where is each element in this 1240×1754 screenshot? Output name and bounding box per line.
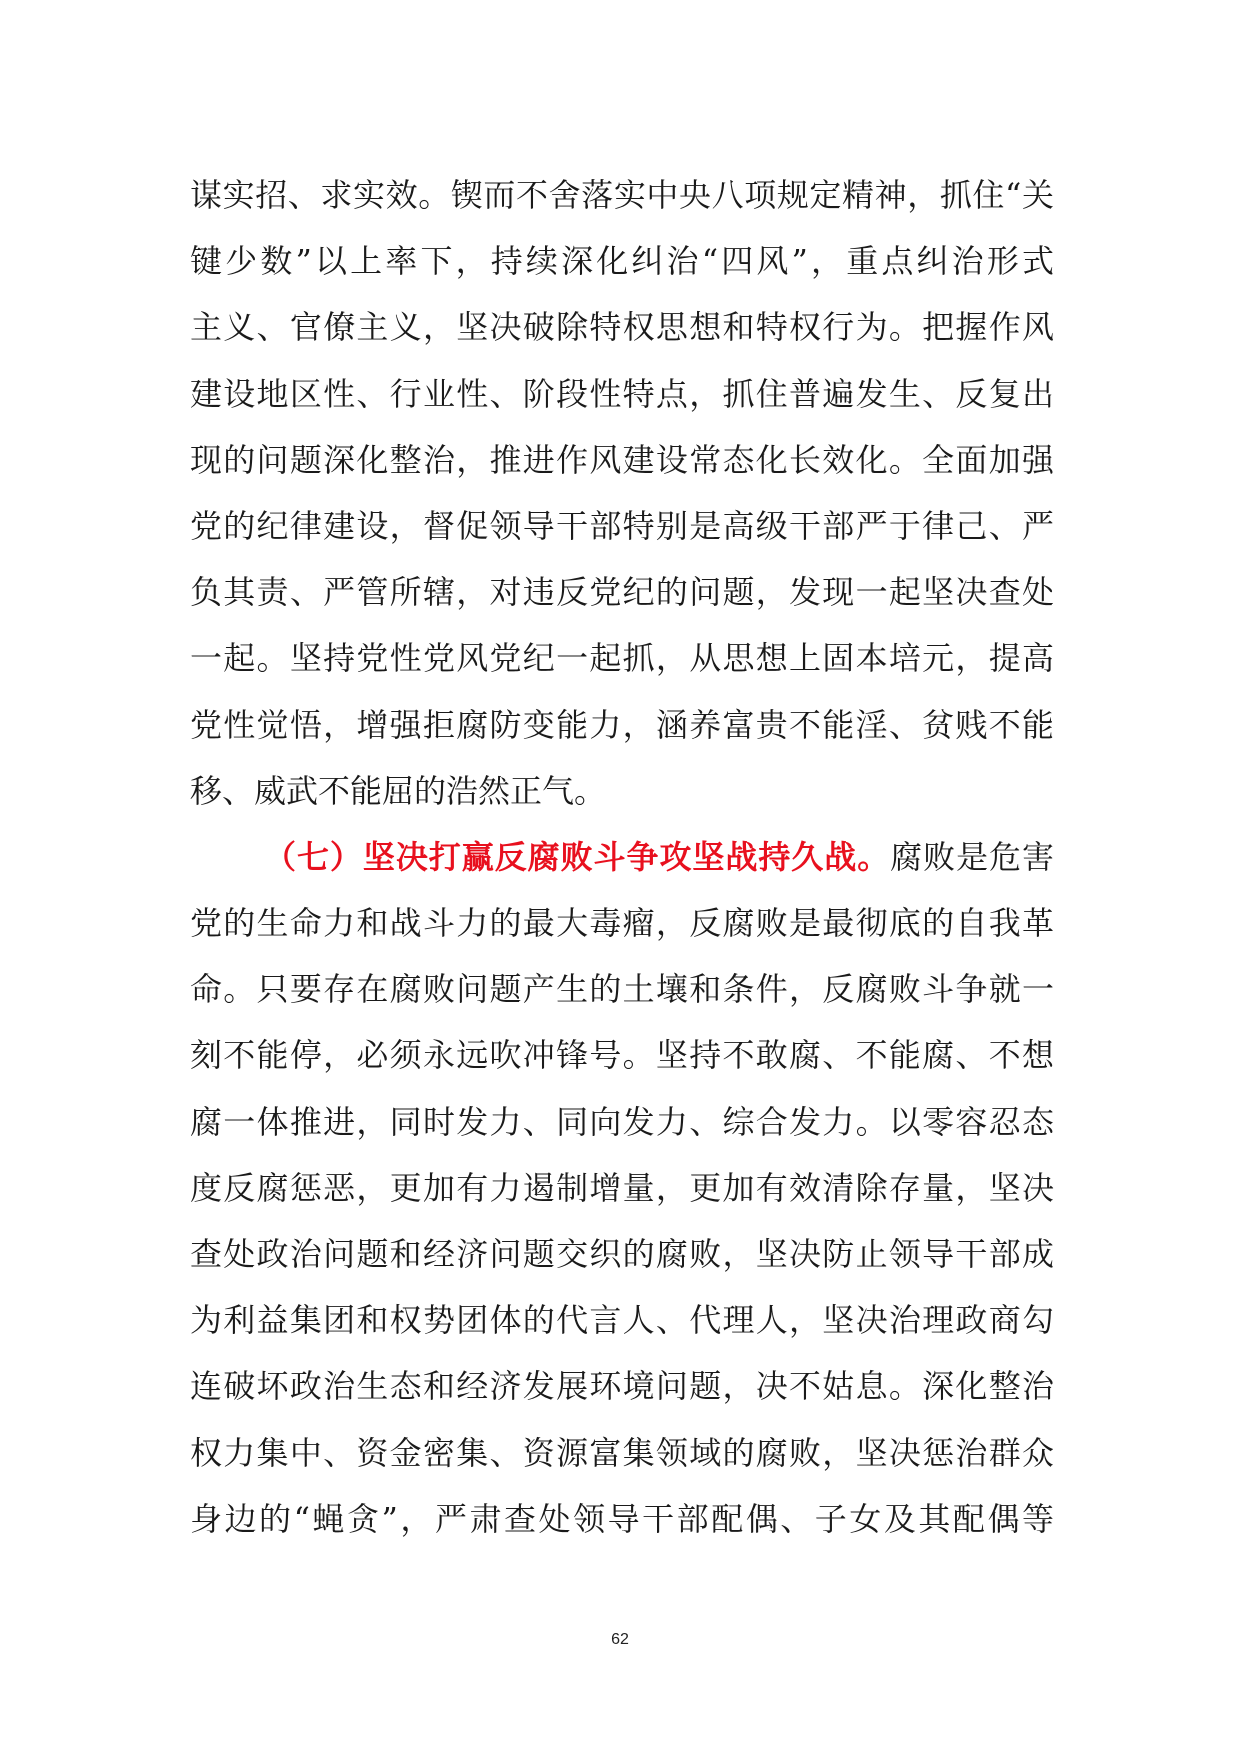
section-heading: （七）坚决打赢反腐败斗争攻坚战持久战。 xyxy=(264,837,891,876)
text-line: 主义、官僚主义，坚决破除特权思想和特权行为。把握作风 xyxy=(190,308,1054,347)
section-heading-line xyxy=(190,824,1054,890)
paragraph-2 xyxy=(190,824,1054,1552)
page-number: 62 xyxy=(611,1631,629,1648)
text-line: 建设地区性、行业性、阶段性特点，抓住普遍发生、反复出 xyxy=(190,374,1054,413)
text-line: 党的纪律建设，督促领导干部特别是高级干部严于律己、严 xyxy=(190,506,1054,545)
text-line: 连破坏政治生态和经济发展环境问题，决不姑息。深化整治 xyxy=(190,1367,1054,1406)
text-line: 度反腐惩恶，更加有力遏制增量，更加有效清除存量，坚决 xyxy=(190,1168,1054,1207)
text-line: 权力集中、资金密集、资源富集领域的腐败，坚决惩治群众 xyxy=(190,1433,1054,1472)
text-line: 刻不能停，必须永远吹冲锋号。坚持不敢腐、不能腐、不想 xyxy=(190,1036,1054,1075)
text-line: 为利益集团和权势团体的代言人、代理人，坚决治理政商勾 xyxy=(190,1301,1054,1340)
text-line: 身边的“蝇贪”，严肃查处领导干部配偶、子女及其配偶等 xyxy=(190,1499,1054,1538)
text-line: 移、威武不能屈的浩然正气。 xyxy=(190,771,607,810)
text-line: 键少数”以上率下，持续深化纠治“四风”，重点纠治形式 xyxy=(190,242,1054,281)
body-text xyxy=(190,162,1054,1552)
text-line: 负其责、严管所辖，对违反党纪的问题，发现一起坚决查处 xyxy=(190,573,1054,612)
text-line: 命。只要存在腐败问题产生的土壤和条件，反腐败斗争就一 xyxy=(190,970,1054,1009)
section-heading-tail: 腐败是危害 xyxy=(890,837,1054,876)
text-line: 党的生命力和战斗力的最大毒瘤，反腐败是最彻底的自我革 xyxy=(190,904,1054,943)
paragraph-1 xyxy=(190,162,1054,824)
text-line: 谋实招、求实效。锲而不舍落实中央八项规定精神，抓住“关 xyxy=(190,176,1054,214)
text-line: 一起。坚持党性党风党纪一起抓，从思想上固本培元，提高 xyxy=(190,639,1054,678)
text-line: 腐一体推进，同时发力、同向发力、综合发力。以零容忍态 xyxy=(190,1102,1054,1141)
text-line: 查处政治问题和经济问题交织的腐败，坚决防止领导干部成 xyxy=(190,1235,1054,1273)
text-line: 党性觉悟，增强拒腐防变能力，涵养富贵不能淫、贫贱不能 xyxy=(190,705,1054,744)
text-line: 现的问题深化整治，推进作风建设常态化长效化。全面加强 xyxy=(190,440,1054,479)
